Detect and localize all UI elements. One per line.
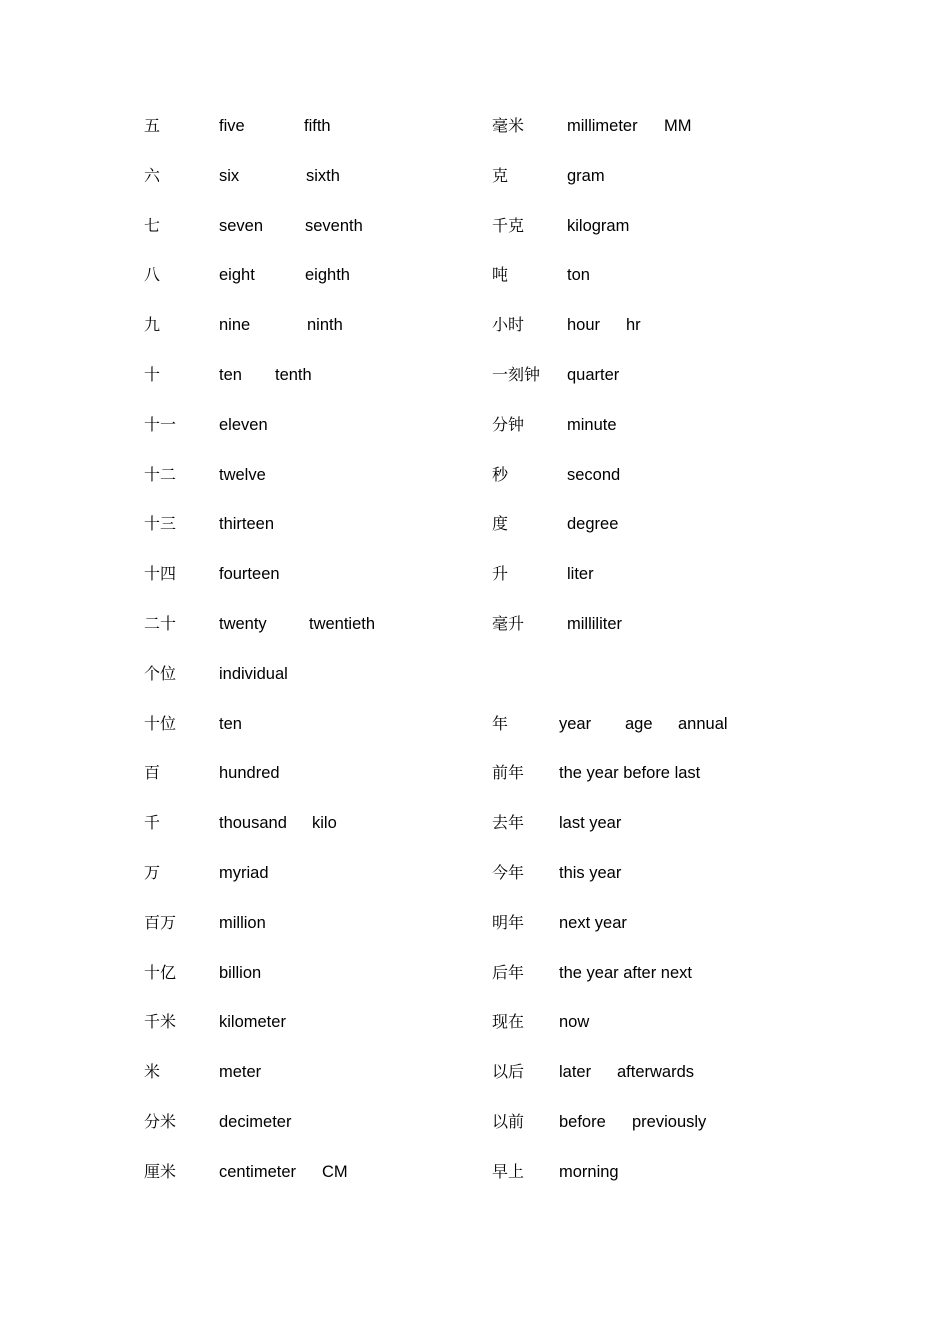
vocab-row (144, 112, 474, 162)
vocab-row (492, 1158, 822, 1208)
english-term: decimeter (219, 1112, 292, 1131)
english-term: ton (567, 266, 590, 285)
vocab-row (144, 1058, 474, 1108)
english-term: hundred (219, 764, 280, 783)
english-term: thirteen (219, 515, 275, 534)
vocab-row (144, 1158, 474, 1208)
vocab-row (492, 261, 822, 311)
vocab-row (144, 162, 474, 212)
vocab-column-right (492, 112, 822, 1208)
vocab-row (492, 1108, 822, 1158)
chinese-term: 二十 (144, 613, 177, 633)
chinese-term: 十位 (144, 713, 177, 733)
chinese-term: 年 (492, 713, 509, 733)
english-term: fourteen (219, 565, 280, 584)
chinese-term: 十亿 (144, 962, 177, 982)
english-term: year (559, 714, 592, 733)
chinese-term: 前年 (492, 763, 525, 783)
chinese-term: 克 (492, 165, 509, 185)
chinese-term: 厘米 (144, 1161, 177, 1181)
vocab-row (492, 411, 822, 461)
chinese-term: 分钟 (492, 414, 525, 434)
chinese-term: 秒 (492, 464, 509, 484)
english-term: last year (559, 814, 622, 833)
english-term: ninth (307, 316, 343, 335)
chinese-term: 现在 (492, 1012, 525, 1032)
chinese-term: 后年 (492, 962, 525, 982)
english-term: twenty (219, 614, 267, 633)
english-term: twentieth (309, 614, 376, 633)
chinese-term: 度 (492, 514, 509, 534)
english-term: meter (219, 1063, 262, 1082)
chinese-term: 去年 (492, 813, 525, 833)
english-term: liter (567, 565, 594, 584)
english-term: five (219, 117, 245, 135)
vocab-row (144, 1108, 474, 1158)
chinese-term: 六 (144, 165, 161, 185)
chinese-term: 分米 (144, 1111, 177, 1131)
chinese-term: 十一 (144, 414, 177, 434)
chinese-term: 十四 (144, 564, 177, 584)
vocab-row (144, 411, 474, 461)
english-term: gram (567, 166, 605, 185)
chinese-term: 吨 (492, 265, 509, 285)
english-term: seven (219, 216, 264, 235)
english-term: centimeter (219, 1162, 297, 1181)
chinese-term: 千米 (144, 1012, 177, 1032)
vocab-row (492, 112, 822, 162)
chinese-term: 十二 (144, 464, 177, 484)
english-term: fifth (304, 117, 331, 135)
vocab-row (144, 660, 474, 710)
vocab-row (492, 610, 822, 660)
english-term: thousand (219, 814, 287, 833)
vocab-row (492, 809, 822, 859)
vocab-row (492, 162, 822, 212)
vocab-row (144, 311, 474, 361)
chinese-term: 个位 (144, 663, 177, 683)
chinese-term: 八 (144, 265, 161, 285)
english-term: billion (219, 963, 262, 982)
chinese-term: 毫升 (492, 613, 525, 633)
chinese-term: 千克 (492, 215, 525, 235)
english-term: next year (559, 913, 627, 932)
vocab-row (144, 759, 474, 809)
english-term: later (559, 1063, 592, 1082)
english-term: afterwards (617, 1063, 695, 1082)
chinese-term: 五 (144, 116, 161, 135)
vocab-row (144, 560, 474, 610)
vocab-row (492, 361, 822, 411)
vocab-row (492, 560, 822, 610)
vocab-row (144, 461, 474, 511)
chinese-term: 小时 (492, 315, 525, 335)
chinese-term: 万 (144, 862, 161, 882)
chinese-term: 升 (492, 564, 509, 584)
vocab-row (144, 610, 474, 660)
english-term: hr (626, 316, 641, 335)
english-term: the year after next (559, 963, 692, 982)
english-term: CM (322, 1162, 348, 1181)
chinese-term: 千 (144, 813, 161, 833)
english-term: million (219, 913, 266, 932)
vocab-row (492, 959, 822, 1009)
vocab-row (492, 461, 822, 511)
vocab-row (144, 261, 474, 311)
english-term: ten (219, 365, 242, 384)
english-term: twelve (219, 465, 266, 484)
vocab-row (144, 959, 474, 1009)
chinese-term: 九 (144, 315, 161, 335)
english-term: kilo (312, 814, 337, 833)
english-term: eighth (305, 266, 350, 285)
english-term: this year (559, 863, 622, 882)
english-term: nine (219, 316, 251, 335)
chinese-term: 七 (144, 215, 161, 235)
chinese-term: 百万 (144, 912, 177, 932)
english-term: morning (559, 1162, 619, 1181)
vocab-row (492, 909, 822, 959)
vocab-row (492, 1008, 822, 1058)
chinese-term: 今年 (492, 862, 525, 882)
vocab-row (492, 1058, 822, 1108)
english-term: the year before last (559, 764, 701, 783)
english-term: second (567, 465, 621, 484)
chinese-term: 米 (144, 1062, 161, 1082)
vocab-row (492, 510, 822, 560)
english-term: hour (567, 316, 601, 335)
chinese-term: 明年 (492, 912, 525, 932)
english-term: annual (678, 714, 728, 733)
chinese-term: 十三 (144, 514, 177, 534)
vocab-row (144, 361, 474, 411)
english-term: MM (664, 117, 692, 135)
english-term: milliliter (567, 614, 622, 633)
english-term: eight (219, 266, 255, 285)
english-term: kilogram (567, 216, 630, 235)
chinese-term: 毫米 (492, 116, 525, 135)
english-term: degree (567, 515, 619, 534)
vocab-row (144, 1008, 474, 1058)
english-term: previously (632, 1112, 707, 1131)
english-term: sixth (306, 166, 340, 185)
vocab-row (144, 212, 474, 262)
vocab-column-left (144, 112, 474, 1208)
english-term: kilometer (219, 1013, 286, 1032)
chinese-term: 以后 (492, 1062, 525, 1082)
english-term: seventh (305, 216, 363, 235)
vocab-row (144, 909, 474, 959)
vocab-row (144, 510, 474, 560)
chinese-term: 十 (144, 364, 161, 384)
vocab-row (144, 809, 474, 859)
english-term: now (559, 1013, 590, 1032)
chinese-term: 以前 (492, 1111, 525, 1131)
chinese-term: 一刻钟 (492, 364, 541, 384)
english-term: quarter (567, 365, 620, 384)
english-term: six (219, 166, 240, 185)
vocab-row (492, 212, 822, 262)
english-term: before (559, 1112, 606, 1131)
english-term: individual (219, 664, 288, 683)
english-term: myriad (219, 863, 269, 882)
english-term: tenth (275, 365, 312, 384)
vocab-row (492, 710, 822, 760)
vocab-row (492, 660, 822, 710)
vocab-row (492, 859, 822, 909)
english-term: age (625, 714, 653, 733)
vocab-row (492, 759, 822, 809)
vocab-row (144, 859, 474, 909)
chinese-term: 百 (144, 763, 161, 783)
english-term: millimeter (567, 117, 638, 135)
english-term: ten (219, 714, 242, 733)
english-term: eleven (219, 415, 268, 434)
vocab-row (144, 710, 474, 760)
english-term: minute (567, 415, 617, 434)
vocab-row (492, 311, 822, 361)
chinese-term: 早上 (492, 1161, 525, 1181)
